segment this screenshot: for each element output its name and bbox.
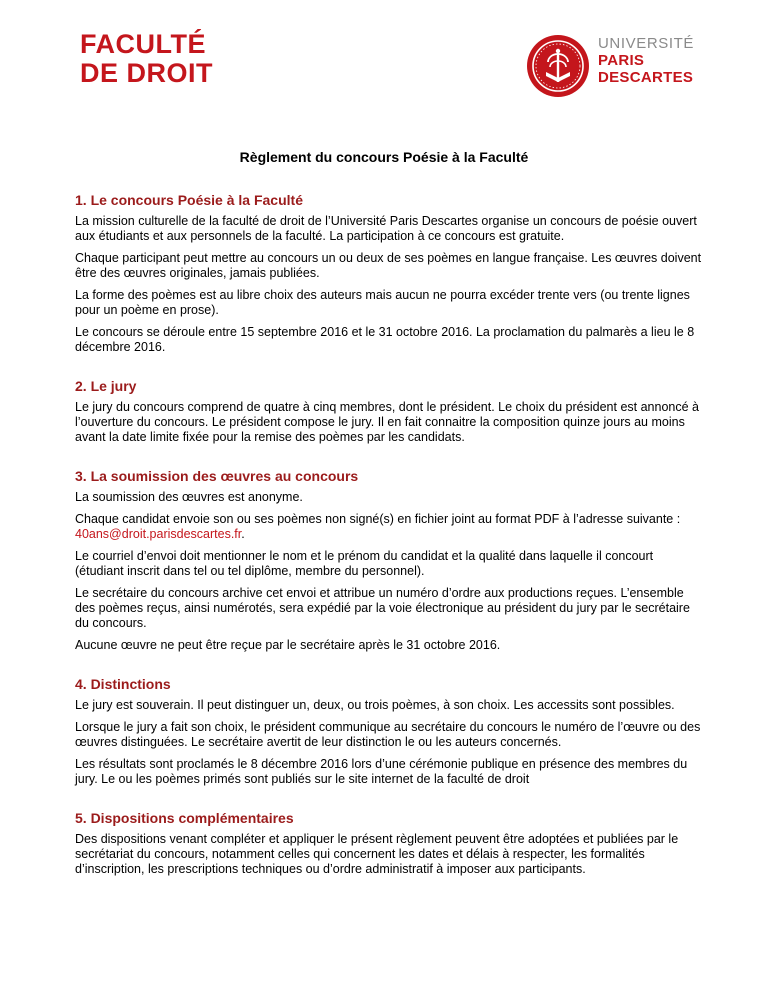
section-heading: 4. Distinctions [75, 676, 171, 692]
section-heading: 1. Le concours Poésie à la Faculté [75, 192, 303, 208]
paragraph: Le jury est souverain. Il peut distinguer un, deux, ou trois poèmes, à son choix. Les accessits sont possibles. [75, 698, 675, 712]
paragraph: Aucune œuvre ne peut être reçue par le secrétaire après le 31 octobre 2016. [75, 638, 501, 652]
section-heading: 2. Le jury [75, 378, 137, 394]
section-dispositions [75, 809, 705, 877]
document-body [75, 191, 705, 899]
email-intro-text: Chaque candidat envoie son ou ses poèmes non signé(s) en fichier joint au format PDF à l’adresse suivante : [75, 512, 681, 526]
section-soumission [75, 467, 705, 653]
section-concours [75, 191, 705, 355]
paragraph: La mission culturelle de la faculté de droit de l’Université Paris Descartes organise un concours de poésie ouvert aux étudiants et aux personnels de la faculté. La participation à ce concours est gratuite. [75, 214, 697, 243]
document-title: Règlement du concours Poésie à la Faculté [239, 149, 529, 165]
paragraph: Lorsque le jury a fait son choix, le président communique au secrétaire du concours le numéro de l’œuvre ou des œuvres distinguées. Le secrétaire avertit de leur distinction le ou les auteurs concernés. [75, 720, 701, 749]
section-jury [75, 377, 705, 445]
email-trailing-text: . [241, 527, 245, 541]
contact-email-link[interactable]: 40ans@droit.parisdescartes.fr [75, 527, 242, 541]
section-heading: 3. La soumission des œuvres au concours [75, 468, 359, 484]
paragraph: Les résultats sont proclamés le 8 décembre 2016 lors d’une cérémonie publique en présence des membres du jury. Le ou les poèmes primés sont publiés sur le site internet de la faculté de droit [75, 757, 688, 786]
paragraph: Le concours se déroule entre 15 septembre 2016 et le 31 octobre 2016. La proclamation du palmarès a lieu le 8 décembre 2016. [75, 325, 695, 354]
university-name-line2: PARIS [598, 52, 645, 69]
paragraph: La soumission des œuvres est anonyme. [75, 490, 303, 504]
paragraph: Des dispositions venant compléter et appliquer le présent règlement peuvent être adoptées et publiées par le secrétariat du concours, notamment celles qui concernent les dates et délais à respecter, les formalités d’inscription, les prescriptions techniques ou d’ordre administratif à imposer aux participants. [75, 832, 679, 876]
paragraph: La forme des poèmes est au libre choix des auteurs mais aucun ne pourra excéder trente vers (ou trente lignes pour un poème en prose). [75, 288, 690, 317]
paragraph: Chaque participant peut mettre au concours un ou deux de ses poèmes en langue française. Les œuvres doivent être des œuvres originales, jamais publiées. [75, 251, 702, 280]
faculty-logo [80, 30, 213, 88]
paragraph: Le secrétaire du concours archive cet envoi et attribue un numéro d’ordre aux productions reçues. L’ensemble des poèmes reçus, ainsi numérotés, sera expédié par la voie électronique au président du jury par le secrétaire du concours. [75, 586, 690, 630]
paragraph: Le jury du concours comprend de quatre à cinq membres, dont le président. Le choix du président est annoncé à l’ouverture du concours. Le président compose le jury. Il en fait connaitre la composition quinze jours au moins avant la date limite fixée pour la remise des poèmes par les candidats. [75, 400, 699, 444]
university-name-line3: DESCARTES [598, 69, 694, 86]
section-heading: 5. Dispositions complémentaires [75, 810, 294, 826]
university-seal-icon [526, 34, 590, 98]
faculty-logo-line1: FACULTÉ [80, 29, 206, 59]
paragraph: Le courriel d’envoi doit mentionner le nom et le prénom du candidat et la qualité dans laquelle il concourt (étudiant inscrit dans tel ou tel diplôme, membre du personnel). [75, 549, 654, 578]
paragraph-email [75, 512, 705, 542]
faculty-logo-line2: DE DROIT [80, 58, 214, 88]
university-name-line1: UNIVERSITÉ [598, 35, 695, 52]
section-distinctions [75, 675, 705, 787]
